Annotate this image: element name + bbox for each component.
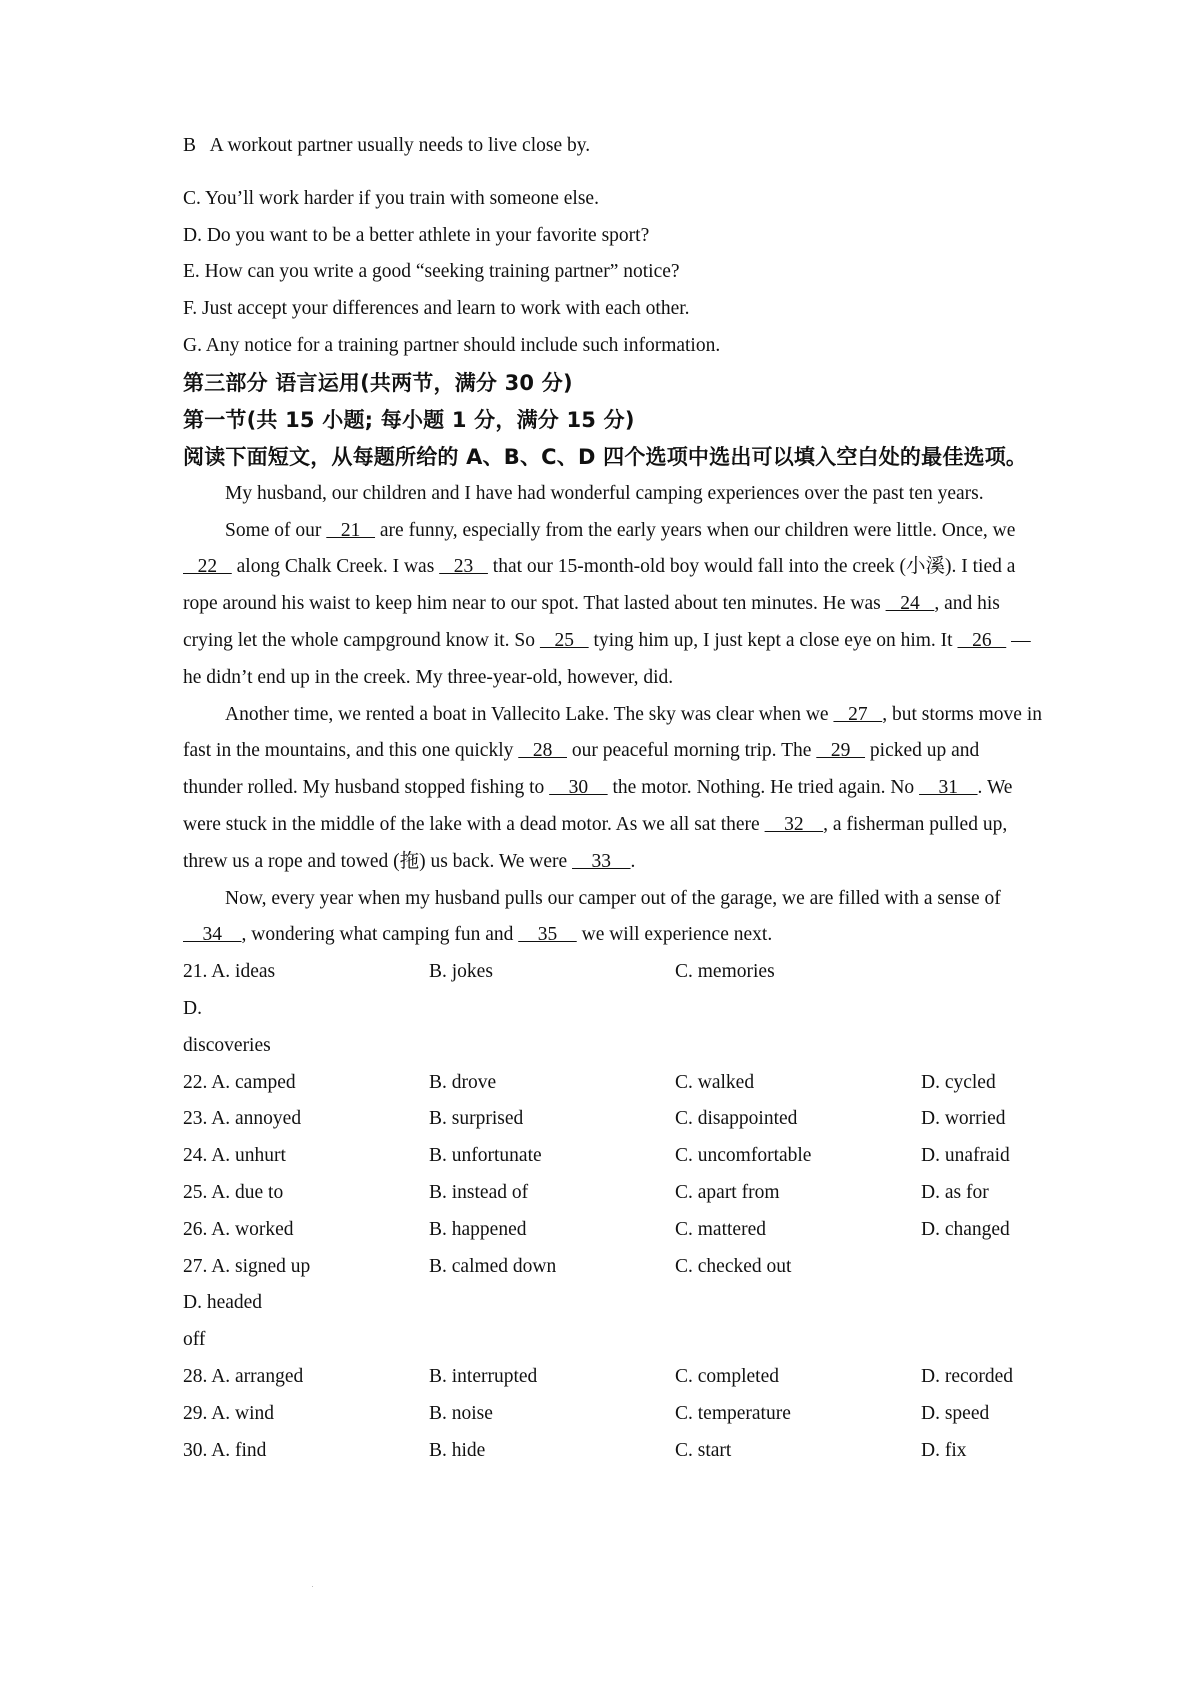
document-page: [183, 128, 1043, 1469]
choice-d: D. fix: [921, 1439, 967, 1461]
passage-text: tying him up, I just kept a close eye on him. It: [588, 629, 958, 651]
passage-text: we will experience next.: [576, 924, 773, 946]
choice-b: B. hide: [429, 1439, 486, 1461]
choice-d: D. worried: [921, 1108, 1006, 1130]
blank-35: 35: [518, 924, 577, 946]
choice-a: 30. A. find: [183, 1439, 267, 1461]
blank-30: 30: [549, 777, 608, 799]
question-row: [183, 954, 1043, 1064]
question-row: [183, 1433, 1043, 1470]
option-text: How can you write a good “seeking training partner” notice?: [204, 261, 680, 283]
choice-a: 23. A. annoyed: [183, 1108, 302, 1130]
choice-a: 26. A. worked: [183, 1218, 294, 1240]
choice-d: D. as for: [921, 1181, 989, 1203]
choice-b: B. instead of: [429, 1181, 529, 1203]
question-row: [183, 1101, 1043, 1138]
passage-text: along Chalk Creek. I was: [231, 556, 440, 578]
choice-c: C. walked: [675, 1071, 755, 1093]
choice-b: B. surprised: [429, 1108, 524, 1130]
passage-text: the motor. Nothing. He tried again. No: [607, 777, 920, 799]
question-row: [183, 1212, 1043, 1249]
option-d: [183, 218, 1043, 255]
passage-text: Some of our: [225, 519, 327, 541]
blank-28: 28: [518, 740, 567, 762]
choice-continuation: off: [183, 1329, 206, 1351]
choice-b: B. jokes: [429, 961, 493, 983]
passage-text: Now, every year when my husband pulls our camper out of the garage, we are filled with a sense of: [225, 887, 1001, 909]
blank-29: 29: [816, 740, 866, 762]
blank-21: 21: [326, 519, 376, 541]
option-key: D.: [183, 224, 202, 246]
passage-text: — he didn’t end up in the creek. My three-year-old, however, did.: [183, 629, 1031, 688]
option-text: Do you want to be a better athlete in your favorite sport?: [206, 224, 650, 246]
blank-25: 25: [539, 629, 589, 651]
blank-22: 22: [183, 556, 232, 578]
choice-c: C. completed: [675, 1365, 779, 1387]
choice-d: D. cycled: [921, 1071, 996, 1093]
question-row: [183, 1249, 1043, 1359]
choice-d: D. recorded: [921, 1365, 1014, 1387]
passage-text: . We were stuck in the middle of the lake with a dead motor. As we all sat there: [183, 777, 1013, 835]
choice-d: D. changed: [921, 1218, 1010, 1240]
question-row: [183, 1065, 1043, 1102]
choice-c: C. memories: [675, 961, 775, 983]
choice-b: B. interrupted: [429, 1365, 538, 1387]
passage-text: , a fisherman pulled up, threw us a rope and towed (拖) us back. We were: [183, 813, 1008, 872]
option-g: [183, 328, 1043, 365]
choice-c: C. uncomfortable: [675, 1145, 812, 1167]
passage-text: Another time, we rented a boat in Vallecito Lake. The sky was clear when we: [225, 703, 834, 725]
passage-text: our peaceful morning trip. The: [567, 740, 817, 762]
passage-paragraph-3: [183, 697, 1043, 881]
blank-23: 23: [439, 556, 488, 578]
blank-31: 31: [919, 777, 978, 799]
choice-c: C. start: [675, 1439, 732, 1461]
choice-a: 25. A. due to: [183, 1181, 284, 1203]
passage-text: that our 15-month-old boy would fall into the creek (小溪). I tied a rope around his waist to keep him near to our spot. That lasted about ten minutes. He was: [183, 556, 1016, 615]
question-row: [183, 1359, 1043, 1396]
option-c: [183, 181, 1043, 218]
option-text: A workout partner usually needs to live close by.: [209, 135, 591, 156]
section-title: 第一节(共 15 小题; 每小题 1 分，满分 15 分): [183, 407, 635, 432]
passage-text: , and his crying let the whole campground know it. So: [183, 593, 1000, 651]
passage-text: , but storms move in fast in the mountains, and this one quickly: [183, 703, 1042, 762]
option-text: Any notice for a training partner should include such information.: [205, 334, 721, 356]
passage-text: , wondering what camping fun and: [241, 924, 519, 946]
blank-34: 34: [183, 924, 242, 946]
choice-c: C. apart from: [675, 1181, 780, 1203]
choice-a: 27. A. signed up: [183, 1255, 311, 1277]
option-b: [183, 128, 1043, 165]
passage-paragraph-1: My husband, our children and I have had wonderful camping experiences over the past ten years.: [225, 482, 984, 504]
choice-a: 29. A. wind: [183, 1402, 275, 1424]
blank-32: 32: [764, 813, 824, 835]
option-key: G.: [183, 334, 202, 356]
option-key: C.: [183, 187, 201, 209]
choice-c: C. temperature: [675, 1402, 791, 1424]
instruction: 阅读下面短文，从每题所给的 A、B、C、D 四个选项中选出可以填入空白处的最佳选项。: [183, 444, 1028, 469]
choice-d: D. speed: [921, 1402, 990, 1424]
choice-c: C. mattered: [675, 1218, 766, 1240]
option-text: Just accept your differences and learn to work with each other.: [202, 298, 690, 320]
passage-text: .: [630, 850, 636, 872]
passage-paragraph-4: [183, 881, 1043, 955]
choice-b: B. happened: [429, 1218, 527, 1240]
question-row: [183, 1175, 1043, 1212]
option-e: [183, 254, 1043, 291]
blank-24: 24: [885, 593, 935, 615]
blank-26: 26: [957, 629, 1007, 651]
passage-text: are funny, especially from the early years when our children were little. Once, we: [375, 519, 1016, 541]
choice-b: B. unfortunate: [429, 1145, 542, 1167]
passage-text: picked up and thunder rolled. My husband stopped fishing to: [183, 740, 980, 799]
choice-d: D. headed: [183, 1292, 263, 1314]
choice-c: C. disappointed: [675, 1108, 798, 1130]
option-f: [183, 291, 1043, 328]
choice-d: D. unafraid: [921, 1145, 1010, 1167]
choice-b: B. noise: [429, 1402, 493, 1424]
choice-a: 28. A. arranged: [183, 1365, 304, 1387]
question-row: [183, 1396, 1043, 1433]
scan-dot: [312, 1586, 313, 1587]
question-options: [183, 954, 1043, 1469]
blank-27: 27: [833, 703, 883, 725]
choice-a: 24. A. unhurt: [183, 1145, 286, 1167]
choice-continuation: discoveries: [183, 1034, 271, 1056]
choice-a: 21. A. ideas: [183, 961, 276, 983]
choice-b: B. calmed down: [429, 1255, 557, 1277]
option-key: E.: [183, 261, 200, 283]
option-key: B: [183, 135, 197, 156]
part-title: 第三部分 语言运用(共两节，满分 30 分): [183, 370, 573, 395]
passage-paragraph-2: [183, 513, 1043, 697]
choice-b: B. drove: [429, 1071, 497, 1093]
option-text: You’ll work harder if you train with someone else.: [205, 187, 599, 209]
question-row: [183, 1138, 1043, 1175]
choice-d: D.: [183, 997, 202, 1019]
blank-33: 33: [572, 850, 631, 872]
option-key: F.: [183, 298, 198, 320]
choice-c: C. checked out: [675, 1255, 792, 1277]
choice-a: 22. A. camped: [183, 1071, 296, 1093]
